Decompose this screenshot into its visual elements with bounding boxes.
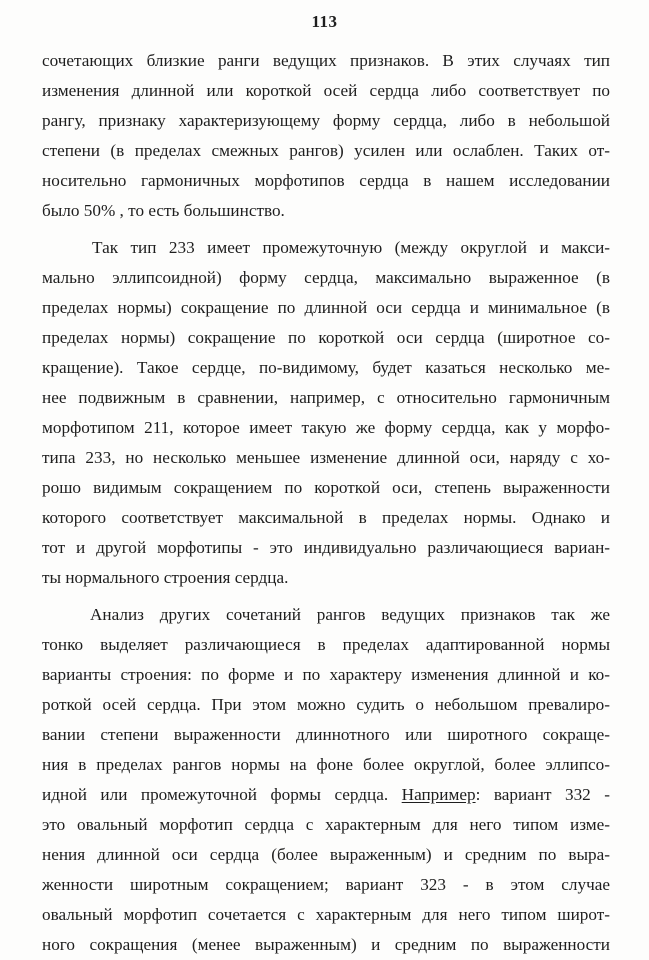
text-line: степени (в пределах смежных рангов) усилен или ослаблен. Таких от- <box>42 141 610 160</box>
text-line: рангу, признаку характеризующему форму сердца, либо в небольшой <box>42 111 610 130</box>
text-line: ния в пределах рангов нормы на фоне более округлой, более эллипсо- <box>42 755 610 774</box>
text-line: тонко выделяет различающиеся в пределах адаптированной нормы <box>42 635 610 654</box>
page-number: 113 <box>311 12 338 31</box>
text-line: нее подвижным в сравнении, например, с относительно гармоничным <box>42 388 610 407</box>
text-line: морфотипом 211, которое имеет такую же форму сердца, как у морфо- <box>42 418 610 437</box>
text-line: Анализ других сочетаний рангов ведущих признаков так же <box>90 605 610 624</box>
text-line: мально эллипсоидной) форму сердца, максимально выраженное (в <box>42 268 610 287</box>
text-line: которого соответствует максимальной в пределах нормы. Однако и <box>42 508 610 527</box>
text-line: роткой осей сердца. При этом можно судить о небольшом превалиро- <box>42 695 610 714</box>
text-line: овальный морфотип сочетается с характерным для него типом широт- <box>42 905 610 924</box>
text-line: нения длинной оси сердца (более выраженным) и средним по выра- <box>42 845 610 864</box>
text-line: было 50% , то есть большинство. <box>42 201 285 220</box>
text-line: сочетающих близкие ранги ведущих признаков. В этих случаях тип <box>42 51 610 70</box>
text-line: носительно гармоничных морфотипов сердца в нашем исследовании <box>42 171 610 190</box>
text-line: тот и другой морфотипы - это индивидуально различающиеся вариан- <box>42 538 610 557</box>
text-line: пределах нормы) сокращение по короткой оси сердца (широтное со- <box>42 328 610 347</box>
text-line: кращение). Такое сердце, по-видимому, будет казаться несколько ме- <box>42 358 610 377</box>
text-line: женности широтным сокращением; вариант 323 - в этом случае <box>42 875 610 894</box>
underlined-word: Например <box>401 785 476 804</box>
text-segment: идной или промежуточной формы сердца. <box>42 785 389 804</box>
text-line: рошо видимым сокращением по короткой оси, степень выраженности <box>42 478 610 497</box>
text-line: Так тип 233 имеет промежуточную (между округлой и макси- <box>92 238 610 257</box>
text-line: изменения длинной или короткой осей сердца либо соответствует по <box>42 81 610 100</box>
text-line: ты нормального строения сердца. <box>42 568 289 587</box>
text-line <box>42 780 610 810</box>
text-line: типа 233, но несколько меньшее изменение длинной оси, наряду с хо- <box>42 448 610 467</box>
text-line: пределах нормы) сокращение по длинной оси сердца и минимальное (в <box>42 298 610 317</box>
text-line: вании степени выраженности длиннотного или широтного сокраще- <box>42 725 610 744</box>
text-line: варианты строения: по форме и по характеру изменения длинной и ко- <box>42 665 610 684</box>
text-line: это овальный морфотип сердца с характерным для него типом изме- <box>42 815 610 834</box>
text-line: ного сокращения (менее выраженным) и средним по выраженности <box>42 935 610 954</box>
text-segment: : вариант 332 - <box>475 785 610 804</box>
